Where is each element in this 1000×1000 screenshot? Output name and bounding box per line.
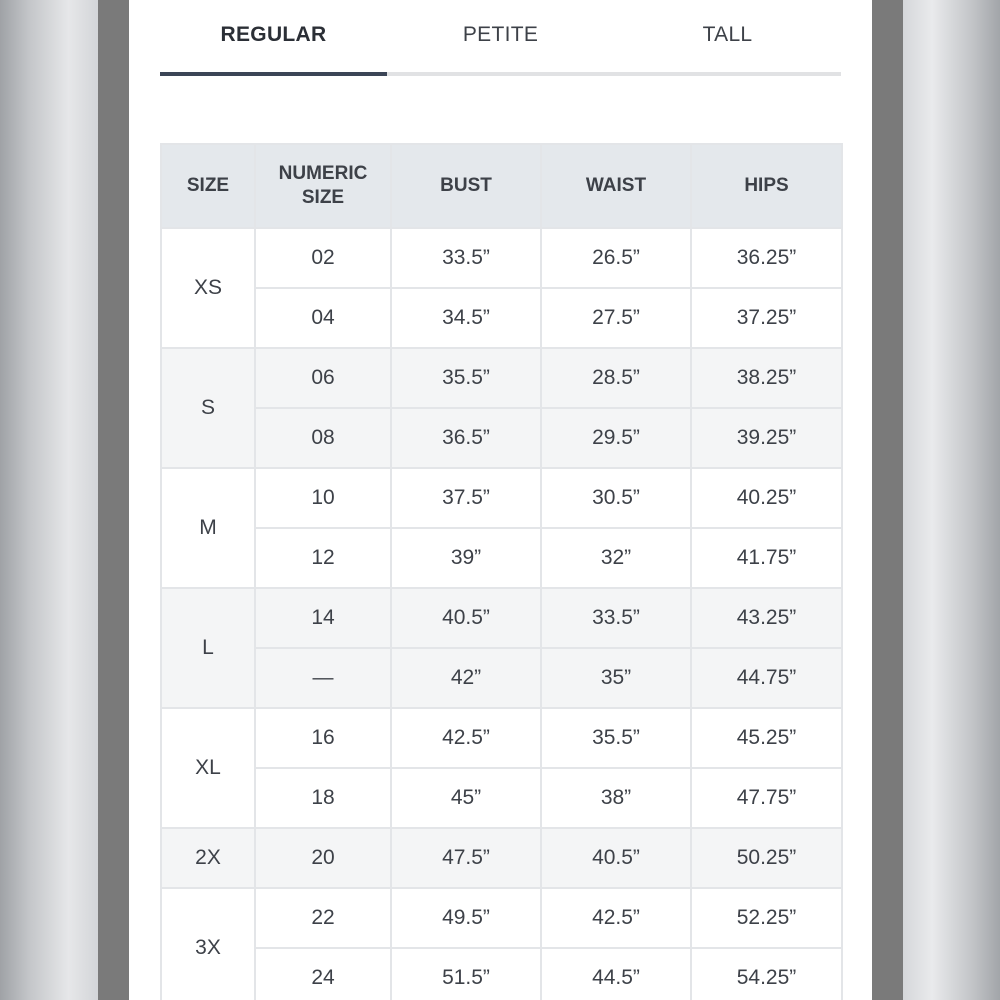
waist-cell: 32” — [541, 528, 691, 588]
table-row — [161, 648, 842, 708]
tab-petite[interactable]: PETITE — [462, 23, 539, 46]
waist-cell: 26.5” — [541, 228, 691, 288]
numeric-cell: — — [255, 648, 391, 708]
bust-cell: 49.5” — [391, 888, 541, 948]
size-chart-body — [161, 228, 842, 1000]
hips-cell: 54.25” — [691, 948, 842, 1000]
header-size: SIZE — [161, 144, 255, 228]
hips-cell: 36.25” — [691, 228, 842, 288]
bust-cell: 37.5” — [391, 468, 541, 528]
size-chart-screen — [129, 0, 872, 1000]
numeric-cell: 04 — [255, 288, 391, 348]
bust-cell: 42” — [391, 648, 541, 708]
waist-cell: 35” — [541, 648, 691, 708]
numeric-cell: 02 — [255, 228, 391, 288]
hips-cell: 37.25” — [691, 288, 842, 348]
size-label-cell: XL — [161, 708, 255, 828]
numeric-cell: 06 — [255, 348, 391, 408]
table-row — [161, 588, 842, 648]
numeric-cell: 24 — [255, 948, 391, 1000]
hips-cell: 41.75” — [691, 528, 842, 588]
numeric-cell: 14 — [255, 588, 391, 648]
table-row — [161, 408, 842, 468]
tab-tall[interactable]: TALL — [702, 23, 753, 46]
fit-tabs — [160, 0, 841, 76]
bust-cell: 39” — [391, 528, 541, 588]
header-bust: BUST — [391, 144, 541, 228]
numeric-cell: 16 — [255, 708, 391, 768]
table-row — [161, 468, 842, 528]
bust-cell: 42.5” — [391, 708, 541, 768]
numeric-cell: 08 — [255, 408, 391, 468]
table-row — [161, 708, 842, 768]
hips-cell: 47.75” — [691, 768, 842, 828]
header-row — [161, 144, 842, 228]
numeric-cell: 22 — [255, 888, 391, 948]
hips-cell: 40.25” — [691, 468, 842, 528]
numeric-cell: 12 — [255, 528, 391, 588]
device-bezel-left — [98, 0, 129, 1000]
bust-cell: 45” — [391, 768, 541, 828]
bust-cell: 34.5” — [391, 288, 541, 348]
table-row — [161, 528, 842, 588]
hips-cell: 52.25” — [691, 888, 842, 948]
table-row — [161, 888, 842, 948]
waist-cell: 40.5” — [541, 828, 691, 888]
waist-cell: 35.5” — [541, 708, 691, 768]
numeric-cell: 20 — [255, 828, 391, 888]
numeric-cell: 18 — [255, 768, 391, 828]
waist-cell: 27.5” — [541, 288, 691, 348]
background-left — [0, 0, 98, 1000]
bust-cell: 40.5” — [391, 588, 541, 648]
tab-regular[interactable]: REGULAR — [160, 0, 387, 72]
hips-cell: 45.25” — [691, 708, 842, 768]
table-row — [161, 348, 842, 408]
bust-cell: 33.5” — [391, 228, 541, 288]
waist-cell: 29.5” — [541, 408, 691, 468]
table-row — [161, 288, 842, 348]
table-row — [161, 948, 842, 1000]
size-label-cell: L — [161, 588, 255, 708]
waist-cell: 28.5” — [541, 348, 691, 408]
bust-cell: 47.5” — [391, 828, 541, 888]
size-chart-table — [160, 143, 843, 1000]
hips-cell: 43.25” — [691, 588, 842, 648]
table-row — [161, 828, 842, 888]
header-hips: HIPS — [691, 144, 842, 228]
device-bezel-right — [872, 0, 903, 1000]
waist-cell: 42.5” — [541, 888, 691, 948]
table-row — [161, 228, 842, 288]
waist-cell: 30.5” — [541, 468, 691, 528]
waist-cell: 44.5” — [541, 948, 691, 1000]
bust-cell: 35.5” — [391, 348, 541, 408]
size-label-cell: XS — [161, 228, 255, 348]
size-label-cell: M — [161, 468, 255, 588]
size-label-cell: 2X — [161, 828, 255, 888]
bust-cell: 51.5” — [391, 948, 541, 1000]
table-row — [161, 768, 842, 828]
header-numeric-size: NUMERIC SIZE — [255, 144, 391, 228]
numeric-cell: 10 — [255, 468, 391, 528]
hips-cell: 44.75” — [691, 648, 842, 708]
bust-cell: 36.5” — [391, 408, 541, 468]
hips-cell: 38.25” — [691, 348, 842, 408]
size-label-cell: 3X — [161, 888, 255, 1000]
background-right — [903, 0, 1000, 1000]
waist-cell: 38” — [541, 768, 691, 828]
hips-cell: 39.25” — [691, 408, 842, 468]
waist-cell: 33.5” — [541, 588, 691, 648]
header-waist: WAIST — [541, 144, 691, 228]
size-label-cell: S — [161, 348, 255, 468]
hips-cell: 50.25” — [691, 828, 842, 888]
